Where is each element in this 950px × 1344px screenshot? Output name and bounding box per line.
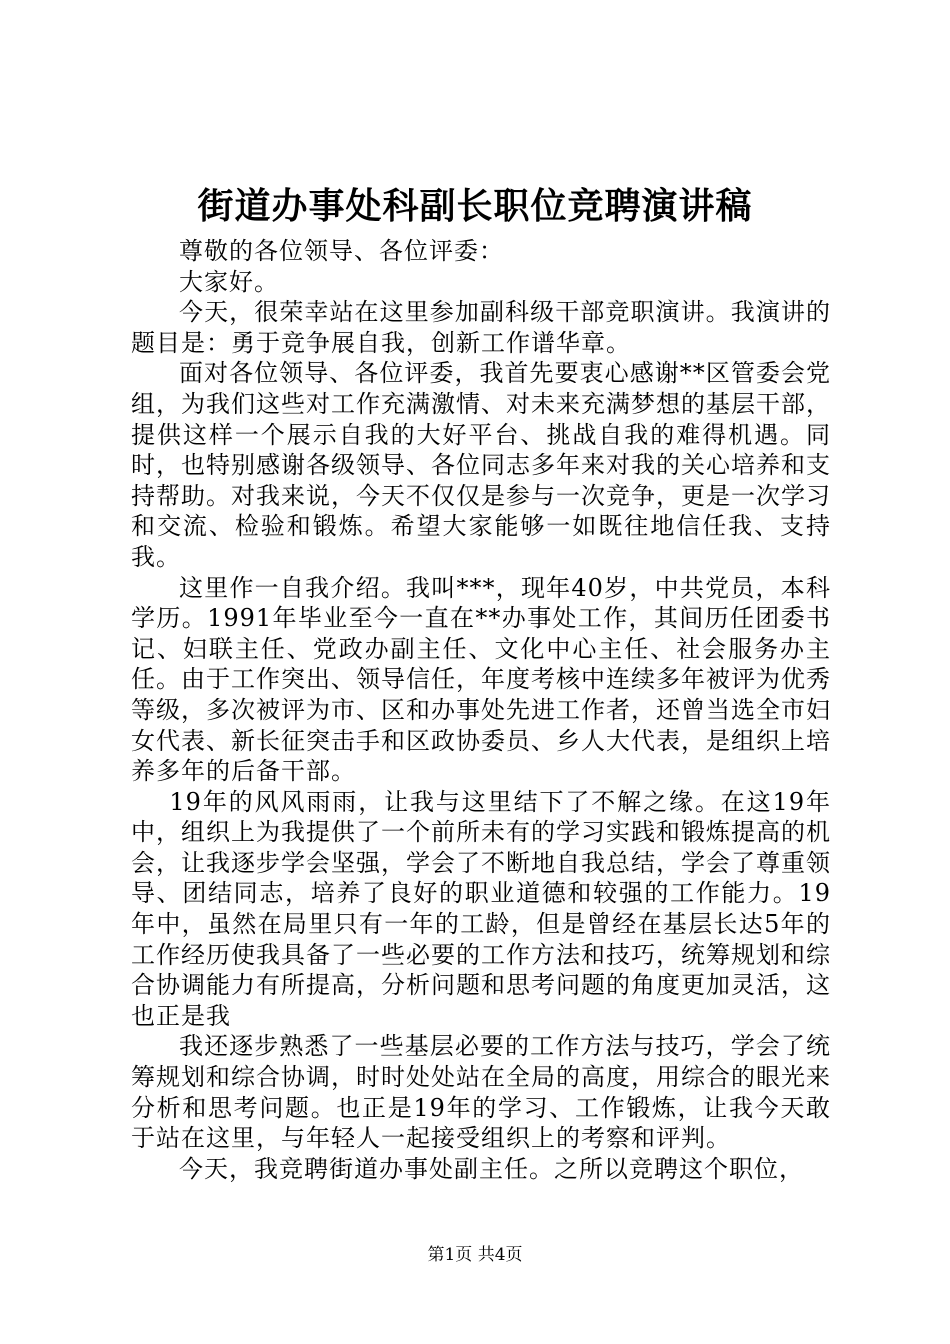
paragraph-thanks: 面对各位领导、各位评委，我首先要衷心感谢**区管委会党组，为我们这些对工作充满激情、对未来充满梦想的基层干部，提供这样一个展示自我的大好平台、挑战自我的难得机遇。同时，也特别感谢各级领导、各位同志多年来对我的关心培养和支持帮助。对我来说，今天不仅仅是参与一次竞争，更是一次学习和交流、检验和锻炼。希望大家能够一如既往地信任我、支持我。 [131,359,831,571]
document-body [131,236,831,1184]
paragraph-topic: 今天，很荣幸站在这里参加副科级干部竞职演讲。我演讲的题目是：勇于竞争展自我，创新工作谱华章。 [131,298,831,357]
paragraph-position: 今天，我竞聘街道办事处副主任。之所以竞聘这个职位， [179,1154,804,1183]
paragraph-salutation: 尊敬的各位领导、各位评委： [179,237,504,265]
paragraph-introduction: 这里作一自我介绍。我叫***，现年40岁，中共党员，本科学历。1991年毕业至今一直在**办事处工作，其间历任团委书记、妇联主任、党政办副主任、文化中心主任、社会服务办主任。由于工作突出、领导信任，年度考核中连续多年被评为优秀等级，多次被评为市、区和办事处先进工作者，还曾当选全市妇女代表、新长征突击手和区政协委员、乡人大代表，是组织上培养多年的后备干部。 [131,573,831,786]
paragraph-skills: 我还逐步熟悉了一些基层必要的工作方法与技巧，学会了统筹规划和综合协调，时时处处站在全局的高度，用综合的眼光来分析和思考问题。也正是19年的学习、工作锻炼，让我今天敢于站在这里，与年轻人一起接受组织上的考察和评判。 [131,1032,831,1153]
page-footer: 第1页 共4页 [427,1245,523,1265]
paragraph-experience: 19年的风风雨雨，让我与这里结下了不解之缘。在这19年中，组织上为我提供了一个前所未有的学习实践和锻炼提高的机会，让我逐步学会坚强，学会了不断地自我总结，学会了尊重领导、团结同志，培养了良好的职业道德和较强的工作能力。19年中，虽然在局里只有一年的工龄，但是曾经在基层长达5年的工作经历使我具备了一些必要的工作方法和技巧，统筹规划和综合协调能力有所提高，分析问题和思考问题的角度更加灵活，这也正是我 [131,787,831,1030]
paragraph-greeting: 大家好。 [179,267,279,296]
document-title: 街道办事处科副长职位竞聘演讲稿 [197,185,753,227]
